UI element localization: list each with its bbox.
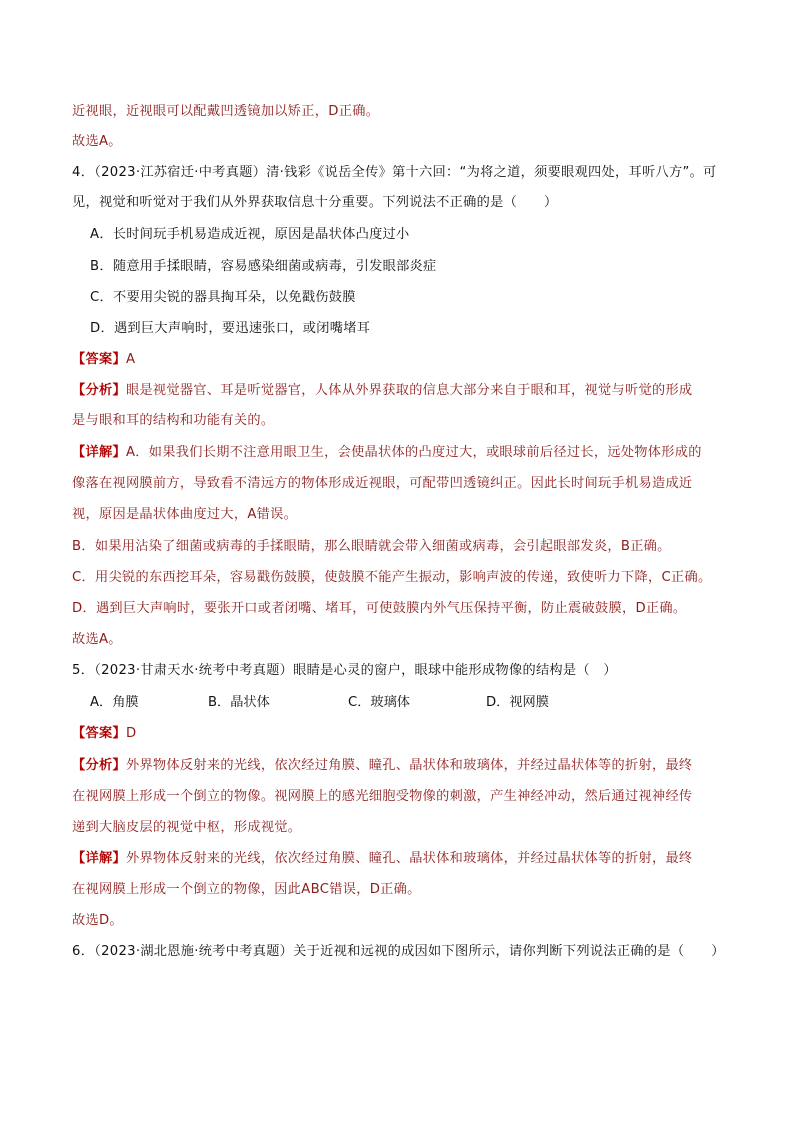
q4-analysis-line-1 bbox=[72, 382, 692, 400]
q4-analysis-line-2: 是与眼和耳的结构和功能有关的。 bbox=[72, 413, 275, 428]
q5-option-c: C．玻璃体 bbox=[348, 695, 410, 710]
q5-analysis-line-1 bbox=[72, 757, 692, 775]
prev-explanation-line: 近视眼，近视眼可以配戴凹透镜加以矫正，D正确。 bbox=[72, 104, 380, 119]
q4-detail-c: C．用尖锐的东西挖耳朵，容易戳伤鼓膜，使鼓膜不能产生振动，影响声波的传递，致使听力下降，C正确。 bbox=[72, 570, 712, 585]
analysis-text: 外界物体反射来的光线，依次经过角膜、瞳孔、晶状体和玻璃体，并经过晶状体等的折射，最终 bbox=[125, 758, 693, 773]
answer-tag: 【答案】 bbox=[72, 352, 126, 367]
answer-value: D bbox=[125, 726, 137, 741]
q4-option-d: D．遇到巨大声响时，要迅速张口，或闭嘴堵耳 bbox=[90, 321, 371, 336]
q5-detail-line-2: 在视网膜上形成一个倒立的物像，因此ABC错误，D正确。 bbox=[72, 882, 421, 897]
q5-option-d: D．视网膜 bbox=[486, 695, 549, 710]
q5-analysis-line-3: 递到大脑皮层的视觉中枢，形成视觉。 bbox=[72, 820, 302, 835]
detail-tag: 【详解】 bbox=[72, 445, 126, 460]
q5-select-answer: 故选D。 bbox=[72, 913, 123, 928]
q4-stem-line-1: 4．（2023·江苏宿迁·中考真题）清·钱彩《说岳全传》第十六回：“为将之道，须要眼观四处，耳听八方”。可 bbox=[72, 165, 717, 180]
q4-option-c: C．不要用尖锐的器具掏耳朵，以免戳伤鼓膜 bbox=[90, 290, 356, 305]
q4-detail-line-1 bbox=[72, 444, 702, 462]
q5-answer bbox=[72, 725, 136, 743]
analysis-tag: 【分析】 bbox=[72, 758, 126, 773]
detail-text: A．如果我们长期不注意用眼卫生，会使晶状体的凸度过大，或眼球前后径过长，远处物体形成的 bbox=[125, 445, 702, 460]
q5-analysis-line-2: 在视网膜上形成一个倒立的物像。视网膜上的感光细胞受物像的刺激，产生神经冲动，然后通过视神经传 bbox=[72, 789, 693, 804]
answer-tag: 【答案】 bbox=[72, 726, 126, 741]
answer-value: A bbox=[125, 352, 136, 367]
q4-detail-b: B．如果用沾染了细菌或病毒的手揉眼睛，那么眼睛就会带入细菌或病毒，会引起眼部发炎，B正确。 bbox=[72, 539, 671, 554]
q5-detail-line-1 bbox=[72, 850, 692, 868]
q4-option-a: A．长时间玩手机易造成近视，原因是晶状体凸度过小 bbox=[90, 227, 410, 242]
q5-option-b: B．晶状体 bbox=[208, 695, 270, 710]
q5-stem: 5．（2023·甘肃天水·统考中考真题）眼睛是心灵的窗户，眼球中能形成物像的结构是（ ） bbox=[72, 663, 617, 678]
q4-stem-line-2: 见，视觉和听觉对于我们从外界获取信息十分重要。下列说法不正确的是（ ） bbox=[72, 195, 558, 210]
detail-tag: 【详解】 bbox=[72, 851, 126, 866]
prev-select-answer: 故选A。 bbox=[72, 134, 122, 149]
q4-answer bbox=[72, 351, 135, 369]
analysis-text: 眼是视觉器官、耳是听觉器官，人体从外界获取的信息大部分来自于眼和耳，视觉与听觉的形成 bbox=[125, 383, 693, 398]
q6-stem: 6．（2023·湖北恩施·统考中考真题）关于近视和远视的成因如下图所示，请你判断下列说法正确的是（ ） bbox=[72, 944, 725, 959]
q4-detail-d: D．遇到巨大声响时，要张开口或者闭嘴、堵耳，可使鼓膜内外气压保持平衡，防止震破鼓膜，D正确。 bbox=[72, 601, 687, 616]
q4-detail-line-2: 像落在视网膜前方，导致看不清远方的物体形成近视眼，可配带凹透镜纠正。因此长时间玩手机易造成近 bbox=[72, 476, 693, 491]
q4-option-b: B．随意用手揉眼睛，容易感染细菌或病毒，引发眼部炎症 bbox=[90, 259, 437, 274]
q4-detail-line-3: 视，原因是晶状体曲度过大，A错误。 bbox=[72, 507, 298, 522]
q5-option-a: A．角膜 bbox=[90, 695, 139, 710]
q4-select-answer: 故选A。 bbox=[72, 632, 122, 647]
analysis-tag: 【分析】 bbox=[72, 383, 126, 398]
detail-text: 外界物体反射来的光线，依次经过角膜、瞳孔、晶状体和玻璃体，并经过晶状体等的折射，最终 bbox=[125, 851, 693, 866]
